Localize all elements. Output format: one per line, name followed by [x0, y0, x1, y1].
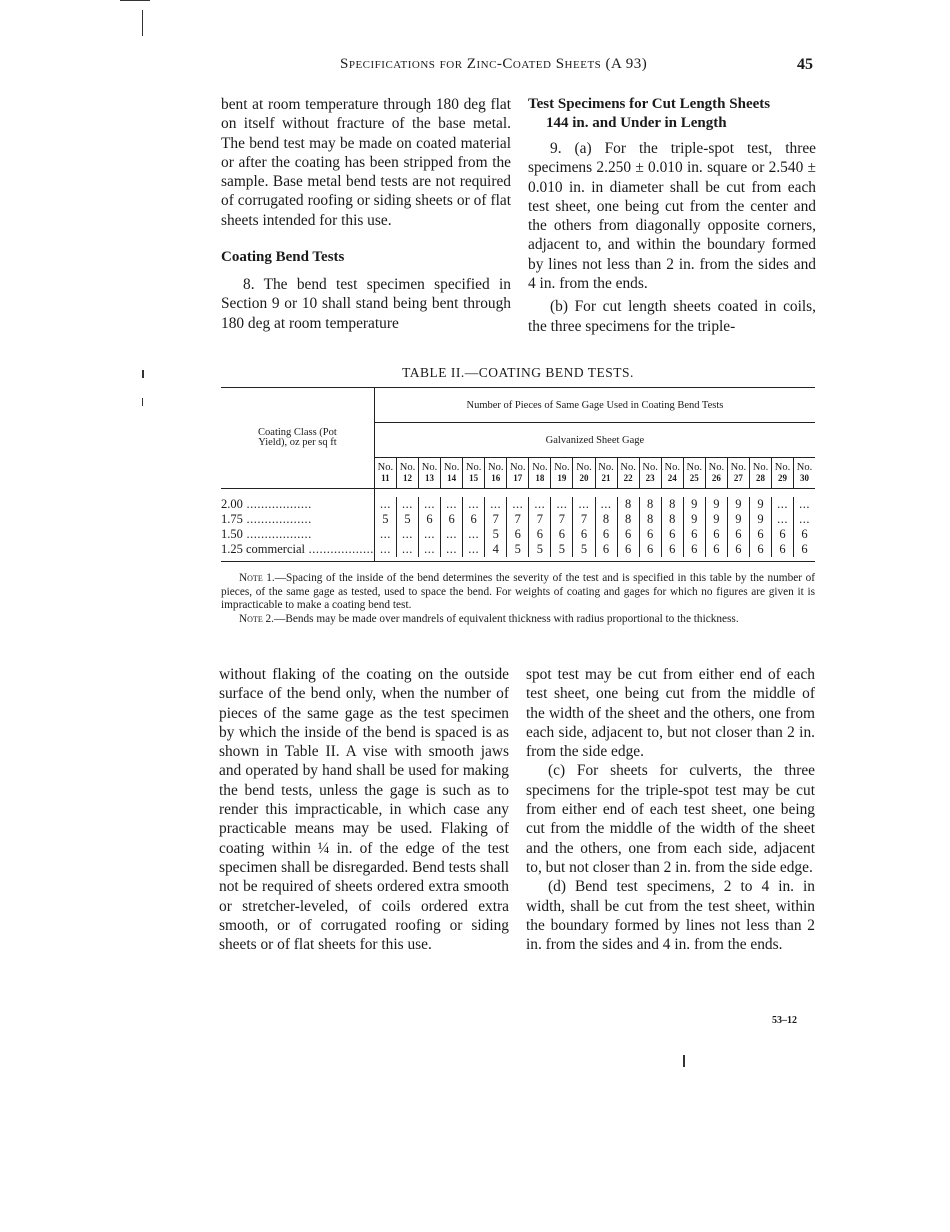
table-cell: ... — [772, 512, 794, 527]
scan-mark — [120, 0, 150, 1]
table-cell: ... — [463, 527, 485, 542]
table-cell: 6 — [683, 542, 705, 557]
row-label-text: 1.50 — [221, 527, 243, 541]
gage-prefix: No. — [686, 462, 703, 473]
column-header-number-of-pieces: Number of Pieces of Same Gage Used in Coating Bend Tests — [374, 388, 815, 423]
table-cell: 7 — [485, 512, 507, 527]
table-cell: 8 — [617, 512, 639, 527]
gage-number: 25 — [689, 473, 699, 483]
paragraph: (d) Bend test specimens, 2 to 4 in. in width, shall be cut from the test sheet, within the boundary formed by lines not less than 2 in. from the sides and 4 in. from the ends. — [526, 878, 815, 954]
table-cell: 6 — [529, 527, 551, 542]
dot-leader: .................. — [305, 542, 374, 556]
table-cell: ... — [529, 497, 551, 512]
table-row — [221, 542, 815, 557]
table-cell: 7 — [507, 512, 529, 527]
table-cell: 6 — [727, 542, 749, 557]
table-cell: 5 — [551, 542, 573, 557]
table-cell: 9 — [683, 512, 705, 527]
table-cell: ... — [595, 497, 617, 512]
gage-prefix: No. — [774, 462, 791, 473]
table-cell: 6 — [772, 527, 794, 542]
table-cell: 6 — [727, 527, 749, 542]
table-body — [221, 497, 815, 557]
gage-prefix: No. — [487, 462, 504, 473]
table-cell: 9 — [749, 497, 771, 512]
paragraph: 9. (a) For the triple-spot test, three specimens 2.250 ± 0.010 in. square or 2.540 ± 0.010 in. in diameter shall be cut from each test sheet, one being cut from the center and the others from diagonally opposite corners, adjacent to, and within the boundary formed by lines not less than 2 in. from the sides and 4 in. from the ends. — [528, 140, 816, 293]
gage-number: 14 — [447, 473, 457, 483]
table-cell: 6 — [749, 542, 771, 557]
table-cell: 6 — [749, 527, 771, 542]
table-title: TABLE II.—COATING BEND TESTS. — [402, 365, 634, 380]
gage-header-cell — [617, 458, 639, 489]
table-cell: 6 — [441, 512, 463, 527]
table-cell: 8 — [639, 497, 661, 512]
dot-leader: .................. — [242, 512, 312, 526]
section-heading-line2: 144 in. and Under in Length — [546, 115, 727, 131]
gage-header-cell — [573, 458, 595, 489]
table-cell: 6 — [705, 542, 727, 557]
table-cell: 5 — [485, 527, 507, 542]
gage-number: 11 — [381, 473, 390, 483]
gage-prefix: No. — [377, 462, 394, 473]
table-cell: ... — [441, 497, 463, 512]
table-cell: 8 — [661, 512, 683, 527]
paragraph: (b) For cut length sheets coated in coils, the three specimens for the triple- — [528, 298, 816, 335]
table-cell: 9 — [683, 497, 705, 512]
table-cell: 6 — [595, 542, 617, 557]
gage-prefix: No. — [465, 462, 482, 473]
gage-header-cell — [727, 458, 749, 489]
table-cell: 6 — [661, 527, 683, 542]
row-label — [221, 527, 374, 542]
gage-header-cell — [396, 458, 418, 489]
table-cell: ... — [463, 542, 485, 557]
paragraph: 8. The bend test specimen specified in Section 9 or 10 shall stand being bent through 180 deg at room temperature — [221, 276, 511, 332]
running-title: Specifications for Zinc-Coated Sheets — [340, 56, 602, 72]
gage-header-cell — [595, 458, 617, 489]
row-label — [221, 542, 374, 557]
table-cell: 9 — [727, 512, 749, 527]
table-cell: 6 — [639, 527, 661, 542]
gage-header-cell — [705, 458, 727, 489]
scan-mark — [142, 370, 144, 378]
gage-header-cell — [529, 458, 551, 489]
gage-prefix: No. — [576, 462, 592, 473]
gage-number: 13 — [425, 473, 435, 483]
gage-prefix: No. — [752, 462, 769, 473]
coating-class-label: Coating Class (Pot Yield), oz per sq ft — [258, 427, 337, 448]
right-column-top — [528, 95, 816, 336]
table-cell: 8 — [617, 497, 639, 512]
gage-header-cell — [463, 458, 485, 489]
gage-prefix: No. — [443, 462, 460, 473]
gage-prefix: No. — [598, 462, 614, 473]
scan-mark — [683, 1055, 685, 1067]
gage-header-cell — [507, 458, 529, 489]
table-cell: ... — [396, 527, 418, 542]
table-cell: 7 — [573, 512, 595, 527]
table-cell: 6 — [617, 542, 639, 557]
left-column-bottom — [219, 665, 509, 954]
table-cell: 6 — [507, 527, 529, 542]
table — [221, 387, 815, 562]
table-cell: 9 — [727, 497, 749, 512]
table-cell: 6 — [595, 527, 617, 542]
gage-header-cell — [374, 458, 396, 489]
gage-prefix: No. — [554, 462, 570, 473]
row-label — [221, 497, 374, 512]
table-cell: ... — [419, 527, 441, 542]
table-cell: ... — [396, 497, 418, 512]
table-cell: 9 — [749, 512, 771, 527]
table-cell: ... — [441, 542, 463, 557]
paragraph: bent at room temperature through 180 deg flat on itself without fracture of the base metal. The bend test may be made on coated material or after the coating has been stripped from the sample. Base metal bend tests are not required of corrugated roofing or siding sheets or of flat sheets intended for this use. — [221, 96, 511, 229]
gage-header-cell — [772, 458, 794, 489]
table-row — [221, 497, 815, 512]
table-cell: 4 — [485, 542, 507, 557]
gage-header-cell — [441, 458, 463, 489]
table-cell: ... — [794, 497, 815, 512]
table-cell: ... — [419, 542, 441, 557]
gage-header-cell — [551, 458, 573, 489]
dot-leader: .................. — [242, 497, 312, 511]
row-label — [221, 512, 374, 527]
table-cell: 5 — [396, 512, 418, 527]
note-2 — [221, 613, 815, 627]
left-column-top — [221, 95, 511, 333]
table-cell: 6 — [639, 542, 661, 557]
gage-prefix: No. — [421, 462, 438, 473]
table-cell: ... — [374, 542, 396, 557]
gage-number: 16 — [491, 473, 501, 483]
table-cell: 7 — [551, 512, 573, 527]
table-cell: ... — [551, 497, 573, 512]
gage-header-cell — [485, 458, 507, 489]
table-cell: 6 — [772, 542, 794, 557]
scan-mark — [142, 10, 143, 36]
footer-code: 53–12 — [772, 1015, 797, 1026]
gage-header-cell — [419, 458, 441, 489]
paragraph: (c) For sheets for culverts, the three specimens for the triple-spot test may be cut from either end of each test sheet, one being cut from the middle of the width of the sheet and the others, one from each side, adjacent to, but not closer than 2 in. from the side edge. — [526, 762, 815, 876]
gage-prefix: No. — [532, 462, 548, 473]
gage-number: 18 — [535, 473, 545, 483]
gage-number: 26 — [711, 473, 721, 483]
gage-number: 12 — [402, 473, 412, 483]
scan-mark — [142, 398, 143, 406]
paragraph: spot test may be cut from either end of each test sheet, one being cut from the middle of the width of the sheet and the others, one from each side, adjacent to, but not closer than 2 in. from the side edge. — [526, 666, 815, 761]
table-cell: ... — [419, 497, 441, 512]
dot-leader: .................. — [242, 527, 312, 541]
gage-prefix: No. — [510, 462, 526, 473]
table-cell: ... — [396, 542, 418, 557]
section-heading-line1: Test Specimens for Cut Length Sheets — [528, 96, 771, 112]
table-cell: ... — [374, 497, 396, 512]
table-cell: 6 — [794, 542, 815, 557]
gage-number: 23 — [645, 473, 655, 483]
gage-header-cell — [639, 458, 661, 489]
note-2-label: Note 2. — [239, 612, 275, 625]
table-cell: 9 — [705, 512, 727, 527]
gage-number: 17 — [513, 473, 523, 483]
row-label-text: 2.00 — [221, 497, 243, 511]
note-1-text: —Spacing of the inside of the bend determines the severity of the test and is specified in this table by the number of pieces, of the same gage as tested, used to space the bend. For weights of coating and gages for which no figures are given it is impracticable to make a coating bend test. — [221, 572, 815, 611]
gage-header-cell — [683, 458, 705, 489]
note-1-label: Note 1. — [239, 572, 275, 584]
table-cell: ... — [573, 497, 595, 512]
section-heading: Coating Bend Tests — [221, 249, 345, 266]
gage-prefix: No. — [730, 462, 747, 473]
gage-number: 19 — [557, 473, 567, 483]
table-cell: 6 — [705, 527, 727, 542]
gage-prefix: No. — [796, 462, 813, 473]
table-cell: 9 — [705, 497, 727, 512]
gage-header-cell — [661, 458, 683, 489]
table-cell: ... — [374, 527, 396, 542]
gage-number: 30 — [800, 473, 810, 483]
column-header-coating-class — [221, 388, 374, 489]
gage-number: 28 — [755, 473, 765, 483]
running-title-suffix: (A 93) — [605, 56, 648, 72]
table-cell: 8 — [661, 497, 683, 512]
table-cell: 6 — [794, 527, 815, 542]
table-cell: 5 — [507, 542, 529, 557]
table-cell: 6 — [617, 527, 639, 542]
table-cell: 8 — [639, 512, 661, 527]
table-row — [221, 527, 815, 542]
table-cell: 5 — [374, 512, 396, 527]
note-2-text: —Bends may be made over mandrels of equivalent thickness with radius proportional to the thickness. — [274, 612, 739, 625]
gage-header-cell — [749, 458, 771, 489]
table-cell: 6 — [661, 542, 683, 557]
page-number: 45 — [797, 56, 813, 73]
table-row — [221, 512, 815, 527]
gage-number: 20 — [579, 473, 589, 483]
column-header-galvanized: Galvanized Sheet Gage — [374, 423, 815, 458]
table-cell: ... — [772, 497, 794, 512]
row-label-text: 1.75 — [221, 512, 243, 526]
gage-number: 24 — [667, 473, 677, 483]
gage-number: 15 — [469, 473, 479, 483]
table-cell: 8 — [595, 512, 617, 527]
gage-prefix: No. — [708, 462, 725, 473]
table-cell: 6 — [683, 527, 705, 542]
table-cell: ... — [485, 497, 507, 512]
table-cell: ... — [507, 497, 529, 512]
right-column-bottom — [526, 665, 815, 954]
table-cell: ... — [794, 512, 815, 527]
table-cell: 5 — [529, 542, 551, 557]
table-cell: 6 — [419, 512, 441, 527]
table-cell: 6 — [551, 527, 573, 542]
gage-prefix: No. — [620, 462, 636, 473]
gage-number: 22 — [623, 473, 633, 483]
table-cell: 6 — [463, 512, 485, 527]
running-header — [340, 56, 647, 73]
paragraph: without flaking of the coating on the outside surface of the bend only, when the number of pieces of the same gage as the test specimen by which the inside of the bend is spaced is as shown in Table II. A vise with smooth jaws and operated by hand shall be used for making the bend tests, unless the gage is such as to render this impracticable, in which case any practicable means may be used. Flaking of coating within ¼ in. of the edge of the test specimen shall be disregarded. Bend tests shall not be required of sheets ordered extra smooth or stretcher-leveled, of coils ordered extra smooth, or of corrugated roofing or siding sheets or of flat sheets for this use. — [219, 666, 509, 954]
gage-prefix: No. — [664, 462, 680, 473]
gage-prefix: No. — [399, 462, 416, 473]
note-1 — [221, 572, 815, 613]
gage-header-cell — [794, 458, 815, 489]
gage-number: 21 — [601, 473, 611, 483]
table-cell: 5 — [573, 542, 595, 557]
table-notes — [221, 572, 815, 626]
gage-prefix: No. — [642, 462, 658, 473]
table-cell: ... — [441, 527, 463, 542]
row-label-text: 1.25 commercial — [221, 542, 305, 556]
table-cell: 7 — [529, 512, 551, 527]
gage-number: 27 — [733, 473, 743, 483]
coating-bend-table — [221, 387, 815, 562]
gage-number: 29 — [778, 473, 788, 483]
table-cell: 6 — [573, 527, 595, 542]
table-cell: ... — [463, 497, 485, 512]
